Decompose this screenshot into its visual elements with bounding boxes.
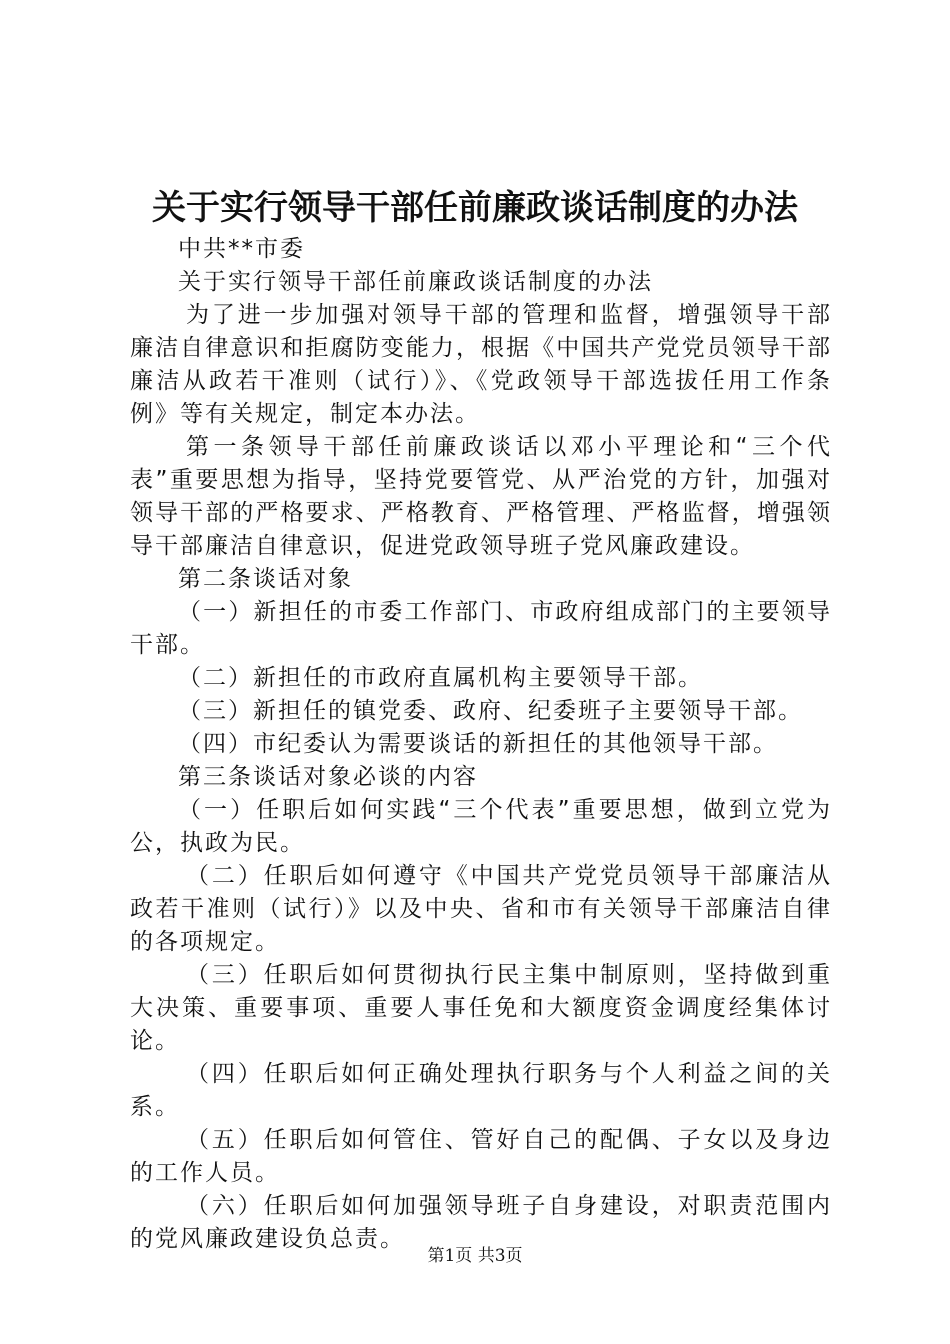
- article-2-item-4: （四）市纪委认为需要谈话的新担任的其他领导干部。: [178, 731, 778, 757]
- document-body: [130, 233, 832, 1256]
- article-3-item-6: （六）任职后如何加强领导班子自身建设，对职责范围内的党风廉政建设负总责。: [130, 1193, 832, 1252]
- document-title: 关于实行领导干部任前廉政谈话制度的办法: [152, 188, 798, 228]
- preamble-paragraph: 为了进一步加强对领导干部的管理和监督，增强领导干部廉洁自律意识和拒腐防变能力，根据《中国共产党党员领导干部廉洁从政若干准则（试行）》、《党政领导干部选拔任用工作条例》等有关规定，制定本办法。: [130, 302, 832, 427]
- article-2-item-3: （三）新担任的镇党委、政府、纪委班子主要领导干部。: [178, 698, 803, 724]
- issuer-line: 中共**市委: [178, 236, 305, 262]
- article-3-item-4: （四）任职后如何正确处理执行职务与个人利益之间的关系。: [130, 1061, 832, 1120]
- article-2-item-1: （一）新担任的市委工作部门、市政府组成部门的主要领导干部。: [130, 599, 832, 658]
- article-2-item-2: （二）新担任的市政府直属机构主要领导干部。: [178, 665, 703, 691]
- article-3-heading: 第三条谈话对象必谈的内容: [178, 764, 478, 790]
- article-2-heading: 第二条谈话对象: [178, 566, 353, 592]
- article-3-item-2: （二）任职后如何遵守《中国共产党党员领导干部廉洁从政若干准则（试行）》以及中央、省和市有关领导干部廉洁自律的各项规定。: [130, 863, 832, 955]
- article-3-item-5: （五）任职后如何管住、管好自己的配偶、子女以及身边的工作人员。: [130, 1127, 832, 1186]
- article-1-paragraph: 第一条领导干部任前廉政谈话以邓小平理论和“三个代表”重要思想为指导，坚持党要管党、从严治党的方针，加强对领导干部的严格要求、严格教育、严格管理、严格监督，增强领导干部廉洁自律意识，促进党政领导班子党风廉政建设。: [130, 434, 832, 559]
- page-number-footer: 第1页 共3页: [427, 1246, 523, 1266]
- article-3-item-1: （一）任职后如何实践“三个代表”重要思想，做到立党为公，执政为民。: [130, 797, 832, 856]
- subtitle-line: 关于实行领导干部任前廉政谈话制度的办法: [178, 269, 653, 295]
- article-3-item-3: （三）任职后如何贯彻执行民主集中制原则，坚持做到重大决策、重要事项、重要人事任免和大额度资金调度经集体讨论。: [130, 962, 832, 1054]
